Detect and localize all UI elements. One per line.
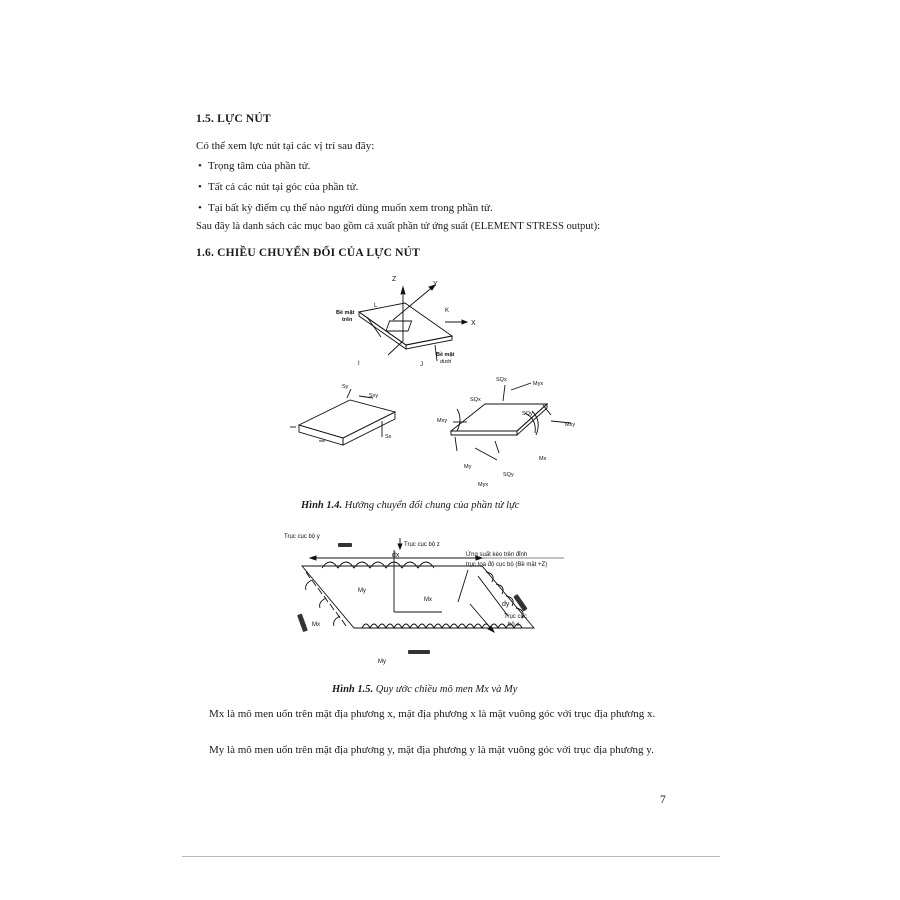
section-heading-1-6: 1.6. CHIỀU CHUYỂN ĐỔI CỦA LỰC NÚT	[196, 247, 421, 259]
label-mx-left: Mx	[312, 622, 320, 628]
bottom-surface-label-2: dưới	[440, 359, 452, 365]
label-my-bottom: My	[378, 659, 386, 665]
node-k: K	[445, 308, 450, 314]
node-l: L	[374, 303, 378, 309]
footer-divider	[182, 856, 720, 857]
paragraph-my: My là mô men uốn trên mặt địa phương y, mặt địa phương y là mặt vuông góc với trục địa phương y.	[209, 744, 654, 756]
plate-side-left	[359, 312, 406, 349]
figure-1-4-caption: Hình 1.4. Hướng chuyển đổi chung của phần tử lực	[301, 500, 520, 511]
list-intro-line: Sau đây là danh sách các mục bao gồm cả xuất phần tử ứng suất (ELEMENT STRESS output):	[196, 221, 601, 232]
label-tension-1: Ứng suất kéo trên đỉnh	[466, 552, 528, 558]
label-dx: dx	[392, 552, 400, 559]
plate-side-right	[406, 336, 452, 349]
label-mxy-right: Mxy	[565, 422, 576, 428]
label-local-x-2: bộ x	[508, 622, 520, 628]
label-local-z: Trục cục bộ z	[404, 542, 440, 548]
label-sy: Sy	[342, 384, 349, 390]
label-mx-center: Mx	[424, 597, 432, 603]
bullet-icon: •	[198, 160, 202, 172]
label-z: Z	[392, 276, 397, 283]
bullet-item: • Tại bất kỳ điểm cụ thể nào người dùng muốn xem trong phần tử.	[198, 202, 493, 214]
label-sqy-bottom: SQy	[503, 472, 514, 478]
paragraph-mx: Mx là mô men uốn trên mặt địa phương x, mặt địa phương x là mặt vuông góc với trục địa phương x.	[209, 708, 656, 720]
page-number: 7	[660, 794, 666, 806]
top-surface-label-2: trên	[342, 317, 353, 323]
bullet-icon: •	[198, 181, 202, 193]
label-local-y: Trục cục bộ y	[284, 534, 320, 540]
node-j: J	[420, 362, 423, 368]
bullet-icon: •	[198, 202, 202, 214]
label-dy: dy	[502, 601, 510, 608]
figure-1-5-diagram	[282, 520, 612, 670]
label-sqx-left: SQx	[470, 397, 481, 403]
top-surface-label: Bề mặt	[336, 310, 355, 316]
label-mx: Mx	[539, 456, 547, 462]
bullet-item: • Trọng tâm của phần tử.	[198, 160, 311, 172]
label-y: Y	[433, 281, 438, 288]
intro-line: Có thể xem lực nút tại các vị trí sau đây:	[196, 140, 375, 152]
label-myx-top: Myx	[533, 381, 544, 387]
label-my-top: My	[358, 588, 366, 594]
label-mxy-left: Mxy	[437, 418, 448, 424]
label-sqy-right: SQy	[522, 411, 533, 417]
label-myx-bottom: Myx	[478, 482, 489, 488]
figure-1-4-diagram	[285, 265, 605, 500]
label-sxy: Sxy	[369, 393, 379, 399]
node-i: I	[358, 361, 360, 367]
section-heading-1-5: 1.5. LỰC NÚT	[196, 113, 271, 125]
label-my: My	[464, 464, 472, 470]
label-sqx-top: SQx	[496, 377, 507, 383]
figure-1-5-caption: Hình 1.5. Quy ước chiều mô men Mx và My	[332, 684, 518, 695]
label-local-x-1: Trục cục	[504, 614, 527, 620]
bottom-surface-label: Bề mặt	[436, 352, 455, 358]
label-x: X	[471, 320, 476, 327]
label-sx: Sx	[385, 434, 392, 440]
bullet-item: • Tất cả các nút tại góc của phần tử.	[198, 181, 359, 193]
label-tension-2: trục tọa độ cục bộ (Bề mặt +Z)	[466, 562, 548, 568]
plate-outline	[302, 566, 534, 628]
